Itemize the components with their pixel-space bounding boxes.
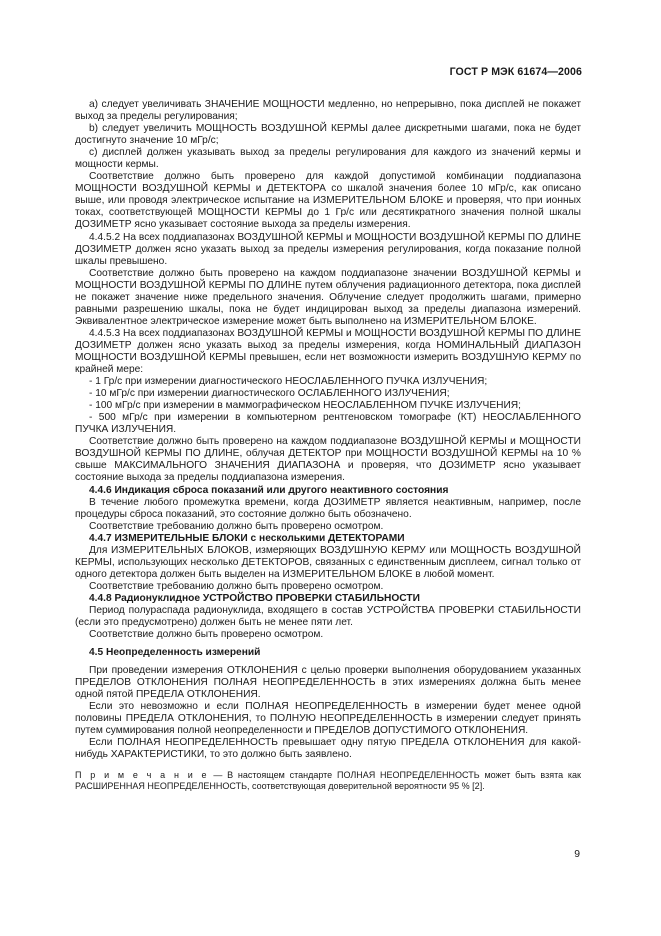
document-body [75,99,581,792]
section-heading-4-4-7: 4.4.7 ИЗМЕРИТЕЛЬНЫЕ БЛОКИ с несколькими ДЕТЕКТОРАМИ [89,532,405,544]
note-paragraph [75,770,581,792]
section-heading-4-4-8: 4.4.8 Радионуклидное УСТРОЙСТВО ПРОВЕРКИ СТАБИЛЬНОСТИ [89,592,420,604]
compliance-paragraph: Соответствие должно быть проверено на каждом поддиапазоне ВОЗДУШНОЙ КЕРМЫ и МОЩНОСТИ ВОЗДУШНОЙ КЕРМЫ ПО ДЛИНЕ, облучая ДЕТЕКТОР при МОЩНОСТИ ВОЗДУШНОЙ КЕРМЫ на 10 % свыше МАКСИМАЛЬНОГО ЗНАЧЕНИЯ ДИАПАЗОНА и проверяя, что ДОЗИМЕТР ясно указывает состояние выхода за пределы поддиапазона измерения. [75,436,581,484]
dash-list-item: - 10 мГр/с при измерении диагностического ОСЛАБЛЕННОГО ИЗЛУЧЕНИЯ; [89,388,450,400]
section-heading-4-5: 4.5 Неопределенность измерений [89,647,261,659]
note-text: — В настоящем стандарте ПОЛНАЯ НЕОПРЕДЕЛЕННОСТЬ может быть взята как РАСШИРЕННАЯ НЕОПРЕДЕЛЕННОСТЬ, соответствующая доверительной вероятности 95 % [2]. [75,769,581,791]
compliance-paragraph: Соответствие требованию должно быть проверено осмотром. [89,580,384,592]
clause-4-4-5-3: 4.4.5.3 На всех поддиапазонах ВОЗДУШНОЙ КЕРМЫ и МОЩНОСТИ ВОЗДУШНОЙ КЕРМЫ ПО ДЛИНЕ ДОЗИМЕТР должен ясно указать выход за пределы измерения, когда НОМИНАЛЬНЫЙ ДИАПАЗОН МОЩНОСТИ ВОЗДУШНОЙ КЕРМЫ превышен, если нет возможности измерить ВОЗДУШНУЮ КЕРМУ по крайней мере: [75,327,581,376]
body-paragraph: В течение любого промежутка времени, когда ДОЗИМЕТР является неактивным, например, после процедуры сброса показаний, это состояние должно быть обозначено. [75,496,581,520]
note-label: П р и м е ч а н и е [75,769,209,780]
dash-list-item: - 500 мГр/с при измерении в компьютерном рентгеновском томографе (КТ) НЕОСЛАБЛЕННОГО ПУЧКА ИЗЛУЧЕНИЯ. [75,412,581,436]
body-paragraph: Если ПОЛНАЯ НЕОПРЕДЕЛЕННОСТЬ превышает одну пятую ПРЕДЕЛА ОТКЛОНЕНИЯ для какой-нибудь ХАРАКТЕРИСТИКИ, то это должно быть заявлено. [75,737,581,761]
compliance-paragraph: Соответствие должно быть проверено для каждой допустимой комбинации поддиапазона МОЩНОСТИ ВОЗДУШНОЙ КЕРМЫ и ДЕТЕКТОРА со шкалой значения более 10 мГр/с, как описано выше, или проводя электрическое испытание на ИЗМЕРИТЕЛЬНОМ БЛОКЕ и проверяя, что при ионных токах, соответствующей МОЩНОСТИ КЕРМЫ до 1 Гр/с или десятикратного значения полной шкалы ДОЗИМЕТР ясно указывает состояние выхода за пределы измерения. [75,171,581,231]
compliance-paragraph: Соответствие требованию должно быть проверено осмотром. [89,520,384,532]
list-item-c: с) дисплей должен указывать выход за пределы регулирования для каждого из значений кермы и мощности кермы. [75,147,581,171]
body-paragraph: Период полураспада радионуклида, входящего в состав УСТРОЙСТВА ПРОВЕРКИ СТАБИЛЬНОСТИ (если это предусмотрено) должен быть не менее пяти лет. [75,604,581,629]
body-paragraph: При проведении измерения ОТКЛОНЕНИЯ с целью проверки выполнения оборудованием указанных ПРЕДЕЛОВ ОТКЛОНЕНИЯ ПОЛНАЯ НЕОПРЕДЕЛЕННОСТЬ в этих измерениях должна быть менее одной пятой ПРЕДЕЛА ОТКЛОНЕНИЯ. [75,665,581,701]
document-header: ГОСТ Р МЭК 61674—2006 [449,66,582,78]
list-item-a: а) следует увеличивать ЗНАЧЕНИЕ МОЩНОСТИ медленно, но непрерывно, пока дисплей не покажет выход за пределы регулирования; [75,99,581,123]
clause-4-4-5-2: 4.4.5.2 На всех поддиапазонах ВОЗДУШНОЙ КЕРМЫ и МОЩНОСТИ ВОЗДУШНОЙ КЕРМЫ ПО ДЛИНЕ ДОЗИМЕТР должен ясно указать выход за пределы измерения регулирования, когда показание полной шкалы превышено. [75,231,581,267]
compliance-paragraph: Соответствие должно быть проверено осмотром. [89,629,324,641]
body-paragraph: Для ИЗМЕРИТЕЛЬНЫХ БЛОКОВ, измеряющих ВОЗДУШНУЮ КЕРМУ или МОЩНОСТЬ ВОЗДУШНОЙ КЕРМЫ, использующих несколько ДЕТЕКТОРОВ, связанных с единственным дисплеем, сигнал только от одного детектора должен быть выделен на ИЗМЕРИТЕЛЬНОМ БЛОКЕ в любой момент. [75,544,581,580]
compliance-paragraph: Соответствие должно быть проверено на каждом поддиапазоне значении ВОЗДУШНОЙ КЕРМЫ и МОЩНОСТИ ВОЗДУШНОЙ КЕРМЫ ПО ДЛИНЕ путем облучения радиационного детектора, пока дисплей не покажет значение ниже предельного значения. Облучение следует продолжить шагами, примерно равными разрешению шкалы, пока не будет индицирован выход за пределы диапазона измерений. Эквивалентное электрическое измерение может быть выполнено на ИЗМЕРИТЕЛЬНОМ БЛОКЕ. [75,267,581,327]
section-heading-4-4-6: 4.4.6 Индикация сброса показаний или другого неактивного состояния [89,484,449,496]
list-item-b: b) следует увеличить МОЩНОСТЬ ВОЗДУШНОЙ КЕРМЫ далее дискретными шагами, пока не будет достигнуто значение 10 мГр/с; [75,123,581,147]
dash-list-item: - 1 Гр/с при измерении диагностического НЕОСЛАБЛЕННОГО ПУЧКА ИЗЛУЧЕНИЯ; [89,376,488,388]
body-paragraph: Если это невозможно и если ПОЛНАЯ НЕОПРЕДЕЛЕННОСТЬ в измерении будет менее одной половины ПРЕДЕЛА ОТКЛОНЕНИЯ, то ПОЛНУЮ НЕОПРЕДЕЛЕННОСТЬ в измерении следует принять путем суммирования полной неопределенности и ПРЕДЕЛОВ ДОПУСТИМОГО ОТКЛОНЕНИЯ. [75,701,581,737]
page-number: 9 [574,849,580,860]
dash-list-item: - 100 мГр/с при измерении в маммографическом НЕОСЛАБЛЕННОМ ПУЧКЕ ИЗЛУЧЕНИЯ; [89,400,521,412]
